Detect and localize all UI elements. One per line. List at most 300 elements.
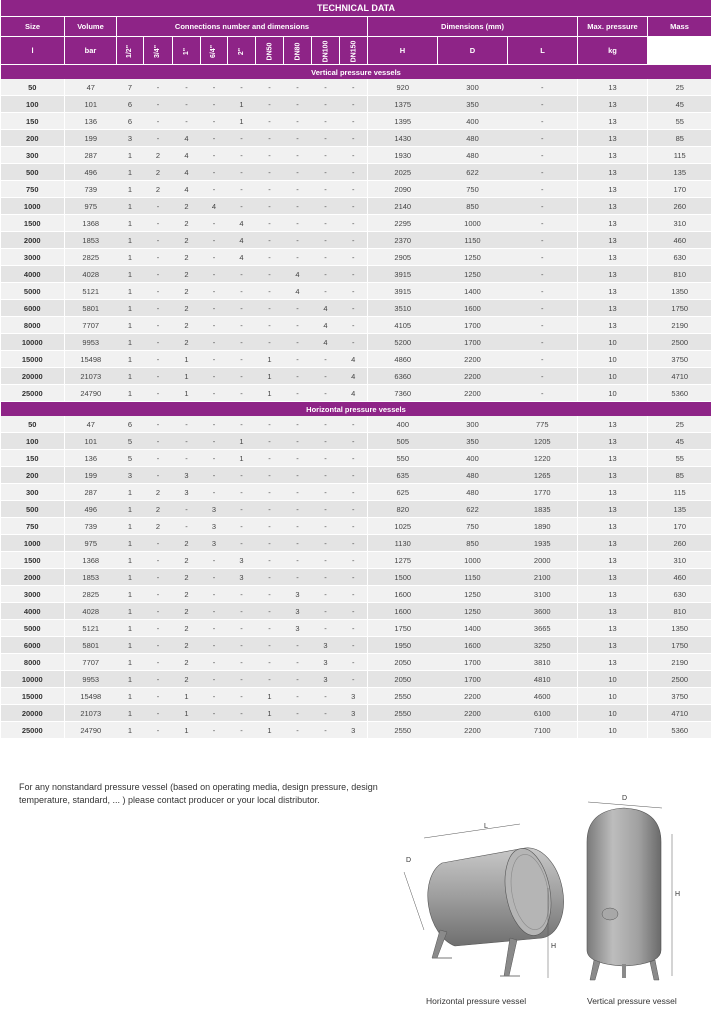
table-cell: - xyxy=(201,433,228,450)
table-cell: 13 xyxy=(578,130,648,147)
table-cell: - xyxy=(312,620,340,637)
volume-unit: l xyxy=(1,37,65,65)
table-row xyxy=(1,385,711,402)
table-cell: - xyxy=(284,130,312,147)
table-cell: 5200 xyxy=(368,334,438,351)
table-cell: - xyxy=(508,130,578,147)
table-cell: 1000 xyxy=(438,552,508,569)
table-cell: 2 xyxy=(144,484,173,501)
table-cell: 496 xyxy=(65,164,117,181)
table-cell: - xyxy=(340,164,368,181)
table-cell: 3810 xyxy=(508,654,578,671)
table-row xyxy=(1,603,711,620)
table-cell: 10 xyxy=(578,351,648,368)
table-cell: 1 xyxy=(117,232,144,249)
table-cell: 3915 xyxy=(368,266,438,283)
table-cell: 5121 xyxy=(65,620,117,637)
table-cell: 1395 xyxy=(368,113,438,130)
table-cell: 1 xyxy=(117,484,144,501)
table-cell: 1150 xyxy=(438,569,508,586)
table-cell: 2050 xyxy=(368,671,438,688)
table-cell: 13 xyxy=(578,450,648,467)
table-cell: - xyxy=(228,467,256,484)
table-cell: 1 xyxy=(117,518,144,535)
table-cell: 55 xyxy=(648,113,711,130)
table-cell: 2550 xyxy=(368,688,438,705)
table-cell: - xyxy=(144,416,173,433)
table-cell: - xyxy=(144,96,173,113)
table-cell: - xyxy=(228,484,256,501)
mass-unit: kg xyxy=(578,37,648,65)
table-cell: 1600 xyxy=(438,300,508,317)
table-cell: 2 xyxy=(144,181,173,198)
horizontal-d-label: D xyxy=(406,857,411,864)
horizontal-l-label: L xyxy=(484,823,488,830)
table-cell: 4105 xyxy=(368,317,438,334)
table-cell: - xyxy=(228,385,256,402)
table-cell: 10 xyxy=(578,705,648,722)
table-cell: - xyxy=(173,433,201,450)
table-cell: - xyxy=(201,249,228,266)
table-cell: - xyxy=(256,433,284,450)
table-cell: 1 xyxy=(117,300,144,317)
table-cell: - xyxy=(312,266,340,283)
table-cell: - xyxy=(508,351,578,368)
table-cell: 13 xyxy=(578,637,648,654)
table-cell: 15000 xyxy=(1,351,65,368)
table-cell: 300 xyxy=(438,416,508,433)
table-cell: 25000 xyxy=(1,722,65,739)
table-cell: 13 xyxy=(578,96,648,113)
table-row xyxy=(1,215,711,232)
table-cell: - xyxy=(284,552,312,569)
table-cell: 13 xyxy=(578,198,648,215)
table-cell: - xyxy=(256,450,284,467)
table-cell: 300 xyxy=(438,79,508,96)
table-cell: - xyxy=(312,368,340,385)
table-cell: 3665 xyxy=(508,620,578,637)
table-cell: 500 xyxy=(1,164,65,181)
table-cell: - xyxy=(256,96,284,113)
table-cell: 3 xyxy=(284,620,312,637)
table-cell: - xyxy=(173,450,201,467)
table-cell: - xyxy=(312,130,340,147)
table-cell: 1 xyxy=(117,215,144,232)
table-cell: 4 xyxy=(284,283,312,300)
table-row xyxy=(1,79,711,96)
table-cell: 1 xyxy=(256,688,284,705)
table-cell: - xyxy=(144,283,173,300)
table-row xyxy=(1,130,711,147)
table-cell: - xyxy=(312,603,340,620)
table-cell: - xyxy=(340,283,368,300)
table-cell: - xyxy=(340,232,368,249)
table-cell: 2 xyxy=(173,215,201,232)
table-cell: - xyxy=(201,671,228,688)
table-cell: 13 xyxy=(578,467,648,484)
table-cell: 260 xyxy=(648,198,711,215)
table-cell: 4710 xyxy=(648,705,711,722)
table-cell: - xyxy=(508,198,578,215)
table-cell: 4 xyxy=(340,368,368,385)
table-cell: 170 xyxy=(648,518,711,535)
table-cell: 1750 xyxy=(368,620,438,637)
table-cell: 750 xyxy=(1,518,65,535)
table-cell: 1250 xyxy=(438,249,508,266)
table-cell: 3000 xyxy=(1,586,65,603)
connections-header: Connections number and dimensions xyxy=(117,17,368,37)
table-cell: 3 xyxy=(228,552,256,569)
table-cell: 1 xyxy=(117,198,144,215)
table-cell: - xyxy=(201,705,228,722)
table-cell: - xyxy=(228,198,256,215)
table-row xyxy=(1,552,711,569)
table-cell: - xyxy=(312,416,340,433)
table-cell: 2 xyxy=(173,232,201,249)
table-cell: - xyxy=(201,181,228,198)
table-cell: - xyxy=(284,300,312,317)
table-cell: - xyxy=(312,249,340,266)
table-cell: 1 xyxy=(117,501,144,518)
table-cell: 8000 xyxy=(1,654,65,671)
table-row xyxy=(1,300,711,317)
table-cell: - xyxy=(340,603,368,620)
table-cell: - xyxy=(284,215,312,232)
table-cell: - xyxy=(284,164,312,181)
table-cell: 1430 xyxy=(368,130,438,147)
table-cell: - xyxy=(256,113,284,130)
table-cell: 3 xyxy=(284,586,312,603)
table-cell: 739 xyxy=(65,518,117,535)
table-cell: 775 xyxy=(508,416,578,433)
table-cell: 15000 xyxy=(1,688,65,705)
table-cell: 1600 xyxy=(438,637,508,654)
table-cell: 101 xyxy=(65,96,117,113)
table-cell: 2295 xyxy=(368,215,438,232)
table-cell: 2000 xyxy=(1,232,65,249)
table-cell: 460 xyxy=(648,232,711,249)
table-cell: 6360 xyxy=(368,368,438,385)
table-cell: 1 xyxy=(228,450,256,467)
table-row xyxy=(1,535,711,552)
table-cell: 15498 xyxy=(65,688,117,705)
table-cell: 1 xyxy=(173,351,201,368)
table-cell: 1 xyxy=(117,535,144,552)
table-cell: - xyxy=(256,266,284,283)
conn-col-dn100: DN100 xyxy=(312,37,340,65)
table-cell: 1 xyxy=(117,586,144,603)
table-cell: - xyxy=(312,518,340,535)
table-cell: - xyxy=(508,164,578,181)
table-cell: - xyxy=(284,671,312,688)
table-cell: - xyxy=(256,317,284,334)
table-cell: 1 xyxy=(117,603,144,620)
table-cell: - xyxy=(508,368,578,385)
table-cell: - xyxy=(173,113,201,130)
table-cell: 3 xyxy=(117,130,144,147)
conn-col-half-inch: 1/2" xyxy=(117,37,144,65)
table-cell: - xyxy=(340,620,368,637)
table-cell: 300 xyxy=(1,484,65,501)
table-cell: 550 xyxy=(368,450,438,467)
conn-col-three-quarter-inch: 3/4" xyxy=(144,37,173,65)
table-cell: - xyxy=(144,232,173,249)
table-cell: - xyxy=(340,416,368,433)
table-cell: 2 xyxy=(173,266,201,283)
table-cell: 625 xyxy=(368,484,438,501)
table-cell: - xyxy=(256,249,284,266)
table-cell: - xyxy=(340,130,368,147)
table-cell: - xyxy=(312,569,340,586)
table-cell: - xyxy=(201,637,228,654)
table-cell: - xyxy=(201,283,228,300)
table-cell: 1250 xyxy=(438,266,508,283)
table-cell: 10 xyxy=(578,688,648,705)
table-cell: 24790 xyxy=(65,385,117,402)
dim-col-l: L xyxy=(508,37,578,65)
table-cell: 2 xyxy=(173,637,201,654)
table-cell: 2 xyxy=(173,586,201,603)
table-cell: - xyxy=(340,671,368,688)
table-row xyxy=(1,249,711,266)
table-cell: - xyxy=(201,79,228,96)
table-row xyxy=(1,518,711,535)
table-cell: 3 xyxy=(201,518,228,535)
table-cell: - xyxy=(312,79,340,96)
conn-col-dn80: DN80 xyxy=(284,37,312,65)
table-cell: - xyxy=(201,722,228,739)
table-cell: 21073 xyxy=(65,705,117,722)
table-cell: 24790 xyxy=(65,722,117,739)
table-cell: 1 xyxy=(256,368,284,385)
table-cell: - xyxy=(144,637,173,654)
table-cell: 4 xyxy=(312,334,340,351)
table-cell: 200 xyxy=(1,130,65,147)
table-cell: 1 xyxy=(117,249,144,266)
table-cell: 2500 xyxy=(648,671,711,688)
table-cell: - xyxy=(340,96,368,113)
table-row xyxy=(1,317,711,334)
table-cell: 1368 xyxy=(65,552,117,569)
table-cell: 400 xyxy=(368,416,438,433)
table-cell: - xyxy=(228,368,256,385)
table-cell: 1 xyxy=(256,705,284,722)
table-cell: - xyxy=(256,535,284,552)
conn-col-six-quarter-inch: 6/4" xyxy=(201,37,228,65)
conn-col-one-inch: 1" xyxy=(173,37,201,65)
table-cell: 1935 xyxy=(508,535,578,552)
table-cell: 100 xyxy=(1,96,65,113)
table-cell: 1 xyxy=(173,722,201,739)
table-cell: - xyxy=(312,283,340,300)
table-cell: 1250 xyxy=(438,603,508,620)
table-cell: - xyxy=(201,569,228,586)
table-cell: 3 xyxy=(201,501,228,518)
table-cell: 1 xyxy=(228,433,256,450)
table-cell: - xyxy=(284,79,312,96)
table-cell: - xyxy=(508,334,578,351)
table-cell: 4 xyxy=(173,147,201,164)
table-cell: - xyxy=(144,300,173,317)
table-cell: 85 xyxy=(648,467,711,484)
table-cell: 2190 xyxy=(648,317,711,334)
table-cell: 496 xyxy=(65,501,117,518)
table-cell: 13 xyxy=(578,484,648,501)
table-cell: 136 xyxy=(65,113,117,130)
table-cell: 2 xyxy=(173,334,201,351)
table-cell: 200 xyxy=(1,467,65,484)
table-cell: 47 xyxy=(65,416,117,433)
table-cell: - xyxy=(312,688,340,705)
vertical-d-label: D xyxy=(622,795,627,802)
table-cell: 1 xyxy=(173,368,201,385)
table-cell: - xyxy=(173,518,201,535)
table-cell: - xyxy=(312,215,340,232)
table-cell: - xyxy=(144,317,173,334)
table-cell: 750 xyxy=(438,181,508,198)
table-cell: - xyxy=(144,620,173,637)
table-cell: 21073 xyxy=(65,368,117,385)
table-cell: 199 xyxy=(65,130,117,147)
table-cell: 1 xyxy=(256,351,284,368)
table-cell: - xyxy=(144,569,173,586)
table-cell: 1700 xyxy=(438,317,508,334)
table-cell: 622 xyxy=(438,164,508,181)
table-cell: - xyxy=(340,535,368,552)
table-cell: 6100 xyxy=(508,705,578,722)
table-cell: 1 xyxy=(117,722,144,739)
table-cell: 2 xyxy=(144,164,173,181)
table-cell: 7360 xyxy=(368,385,438,402)
table-cell: - xyxy=(284,113,312,130)
table-cell: 920 xyxy=(368,79,438,96)
table-cell: - xyxy=(228,351,256,368)
horizontal-vessel xyxy=(404,823,564,978)
table-cell: - xyxy=(340,569,368,586)
table-cell: - xyxy=(312,535,340,552)
table-cell: - xyxy=(228,586,256,603)
table-cell: 1130 xyxy=(368,535,438,552)
table-cell: - xyxy=(256,164,284,181)
table-row xyxy=(1,450,711,467)
table-cell: 45 xyxy=(648,96,711,113)
table-cell: - xyxy=(508,385,578,402)
table-cell: - xyxy=(340,317,368,334)
table-cell: 4 xyxy=(228,249,256,266)
table-cell: 3250 xyxy=(508,637,578,654)
table-cell: 1 xyxy=(117,317,144,334)
table-row xyxy=(1,232,711,249)
table-cell: - xyxy=(201,603,228,620)
table-cell: 2500 xyxy=(648,334,711,351)
table-cell: - xyxy=(256,215,284,232)
table-cell: - xyxy=(201,484,228,501)
table-cell: 199 xyxy=(65,467,117,484)
table-row xyxy=(1,416,711,433)
table-cell: - xyxy=(284,385,312,402)
table-cell: - xyxy=(256,283,284,300)
table-cell: - xyxy=(144,467,173,484)
table-cell: 1 xyxy=(173,705,201,722)
table-cell: - xyxy=(144,351,173,368)
size-header: Size xyxy=(1,17,65,37)
table-row xyxy=(1,164,711,181)
table-cell: 13 xyxy=(578,620,648,637)
table-cell: 2370 xyxy=(368,232,438,249)
table-cell: - xyxy=(284,688,312,705)
table-cell: - xyxy=(340,198,368,215)
table-cell: 13 xyxy=(578,232,648,249)
table-cell: - xyxy=(508,300,578,317)
table-cell: 25 xyxy=(648,79,711,96)
table-cell: - xyxy=(284,722,312,739)
table-cell: - xyxy=(508,96,578,113)
table-cell: - xyxy=(340,484,368,501)
table-cell: - xyxy=(144,535,173,552)
table-cell: - xyxy=(144,722,173,739)
table-cell: 4 xyxy=(340,351,368,368)
table-cell: - xyxy=(256,501,284,518)
table-cell: 25000 xyxy=(1,385,65,402)
table-cell: 1000 xyxy=(1,535,65,552)
table-cell: 2200 xyxy=(438,368,508,385)
table-cell: 400 xyxy=(438,450,508,467)
table-cell: 2 xyxy=(173,535,201,552)
table-cell: 739 xyxy=(65,181,117,198)
table-cell: 1 xyxy=(117,671,144,688)
table-cell: 2550 xyxy=(368,705,438,722)
table-cell: 2100 xyxy=(508,569,578,586)
table-cell: 260 xyxy=(648,535,711,552)
table-row xyxy=(1,637,711,654)
table-cell: 3 xyxy=(312,637,340,654)
table-cell: 310 xyxy=(648,215,711,232)
table-cell: 1 xyxy=(117,620,144,637)
table-cell: - xyxy=(201,147,228,164)
table-cell: 1 xyxy=(117,351,144,368)
table-cell: - xyxy=(284,351,312,368)
table-cell: - xyxy=(228,535,256,552)
table-cell: 287 xyxy=(65,484,117,501)
table-cell: 2 xyxy=(173,569,201,586)
table-cell: 1700 xyxy=(438,671,508,688)
table-cell: 4 xyxy=(228,215,256,232)
table-cell: 1930 xyxy=(368,147,438,164)
table-cell: - xyxy=(228,266,256,283)
table-cell: 1 xyxy=(228,113,256,130)
table-cell: 4 xyxy=(173,164,201,181)
table-cell: 2 xyxy=(173,654,201,671)
table-cell: 3750 xyxy=(648,351,711,368)
table-cell: 20000 xyxy=(1,368,65,385)
table-cell: - xyxy=(144,113,173,130)
table-cell: 6 xyxy=(117,96,144,113)
table-cell: 25 xyxy=(648,416,711,433)
table-cell: - xyxy=(201,113,228,130)
table-cell: 13 xyxy=(578,518,648,535)
table-cell: 1265 xyxy=(508,467,578,484)
table-cell: - xyxy=(312,450,340,467)
table-cell: 2 xyxy=(144,501,173,518)
table-cell: - xyxy=(228,705,256,722)
table-cell: 3 xyxy=(312,654,340,671)
table-row xyxy=(1,586,711,603)
table-cell: - xyxy=(256,232,284,249)
table-row xyxy=(1,722,711,739)
table-cell: - xyxy=(256,334,284,351)
table-cell: - xyxy=(340,450,368,467)
table-cell: 3 xyxy=(340,722,368,739)
